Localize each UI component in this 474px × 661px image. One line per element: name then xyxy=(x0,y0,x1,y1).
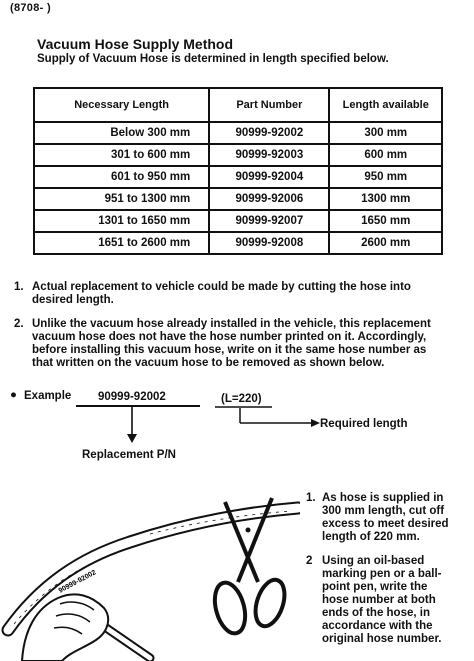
table-cell: 1650 mm xyxy=(329,210,442,232)
table-cell: 90999-92003 xyxy=(209,144,329,166)
table-cell: 90999-92007 xyxy=(209,210,329,232)
table-cell: 1300 mm xyxy=(329,188,442,210)
hose-length-table xyxy=(33,87,443,255)
note-line: Unlike the vacuum hose already installed in the vehicle, this replacement xyxy=(32,318,431,330)
document-code: (8708- ) xyxy=(10,2,51,14)
table-cell: Below 300 mm xyxy=(34,122,209,144)
step-line: accordance with the xyxy=(322,620,433,632)
example-diagram-lines xyxy=(0,380,474,460)
table-cell: 950 mm xyxy=(329,166,442,188)
table-cell: 600 mm xyxy=(329,144,442,166)
step-line: ends of the hose, in xyxy=(322,607,430,619)
table-row xyxy=(34,122,442,144)
note-2 xyxy=(14,318,464,374)
note-1 xyxy=(14,281,454,309)
step-line: length of 220 mm. xyxy=(322,531,420,543)
table-header-row xyxy=(34,88,442,122)
table-cell: 300 mm xyxy=(329,122,442,144)
hose-cutting-illustration xyxy=(0,490,300,661)
table-row xyxy=(34,166,442,188)
column-header: Part Number xyxy=(209,88,329,122)
step-line: excess to meet desired xyxy=(322,518,449,530)
note-line: desired length. xyxy=(32,294,114,306)
step-line: hose number at both xyxy=(322,594,436,606)
step-2 xyxy=(306,555,466,646)
column-header: Length available xyxy=(329,88,442,122)
table-row xyxy=(34,232,442,254)
note-line: Actual replacement to vehicle could be made by cutting the hose into xyxy=(32,281,411,293)
table-row xyxy=(34,188,442,210)
step-1 xyxy=(306,492,466,544)
step-line: point pen, write the xyxy=(322,581,428,593)
replacement-pn-label: Replacement P/N xyxy=(82,449,176,461)
note-number: 1. xyxy=(14,281,24,293)
table-cell: 601 to 950 mm xyxy=(34,166,209,188)
example-bullet-icon: ● xyxy=(10,389,17,401)
column-header: Necessary Length xyxy=(34,88,209,122)
hose-marking-text: 90999-92002 xyxy=(57,569,98,595)
table-cell: 90999-92004 xyxy=(209,166,329,188)
note-line: before installing this vacuum hose, write on it the same hose number as xyxy=(32,344,427,356)
table-cell: 301 to 600 mm xyxy=(34,144,209,166)
note-line: vacuum hose does not have the hose number printed on it. Accordingly, xyxy=(32,331,427,343)
table-cell: 1651 to 2600 mm xyxy=(34,232,209,254)
table-cell: 1301 to 1650 mm xyxy=(34,210,209,232)
hand-with-pen-icon xyxy=(22,594,150,661)
note-number: 2. xyxy=(14,318,24,330)
example-label: Example xyxy=(24,390,72,402)
example-part-number: 90999-92002 xyxy=(98,391,166,403)
page-title: Vacuum Hose Supply Method xyxy=(37,36,234,52)
table-cell: 90999-92002 xyxy=(209,122,329,144)
table-cell: 90999-92008 xyxy=(209,232,329,254)
step-line: original hose number. xyxy=(322,633,442,645)
table-cell: 951 to 1300 mm xyxy=(34,188,209,210)
example-length-code: (L=220) xyxy=(221,393,262,405)
step-number: 2 xyxy=(306,555,313,567)
page-subtitle: Supply of Vacuum Hose is determined in length specified below. xyxy=(37,53,389,65)
table-row xyxy=(34,210,442,232)
table-cell: 90999-92006 xyxy=(209,188,329,210)
step-line: 300 mm length, cut off xyxy=(322,505,445,517)
table-cell: 2600 mm xyxy=(329,232,442,254)
step-line: Using an oil-based xyxy=(322,555,425,567)
table-row xyxy=(34,144,442,166)
step-line: As hose is supplied in xyxy=(322,492,444,504)
note-line: that written on the vacuum hose to be removed as shown below. xyxy=(32,357,385,369)
step-number: 1. xyxy=(306,492,316,504)
step-line: marking pen or a ball- xyxy=(322,568,442,580)
required-length-label: Required length xyxy=(320,418,408,430)
